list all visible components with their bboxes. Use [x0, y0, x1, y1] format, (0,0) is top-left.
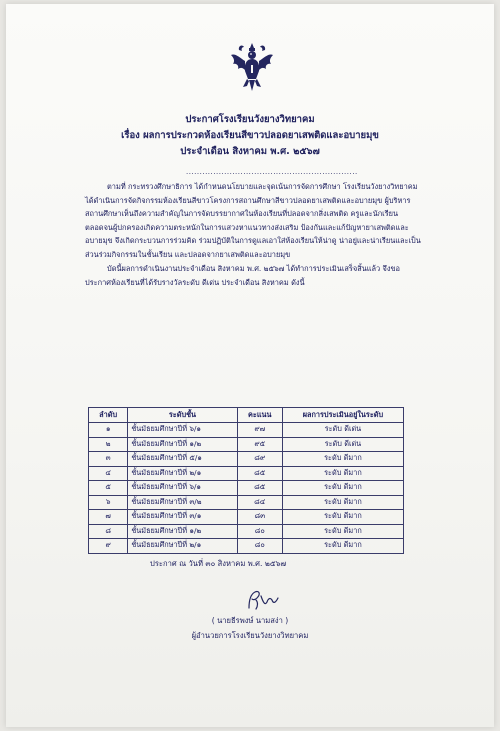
cell-order: ๗ [89, 510, 128, 525]
cell-score: ๙๕ [237, 437, 282, 452]
document-period: ประจำเดือน สิงหาคม พ.ศ. ๒๕๖๗ [180, 146, 320, 157]
cell-score: ๘๔ [237, 495, 282, 510]
cell-level: ชั้นมัธยมศึกษาปีที่ ๖/๑ [128, 481, 237, 496]
intro-line: อบายมุข จึงเกิดกระบวนการร่วมคิด ร่วมปฏิบัติในการดูแลเอาใส่ห้องเรียนให้น่าดู น่าอยู่และน่าเรียนและเป็น [85, 236, 421, 246]
cell-score: ๘๕ [237, 466, 282, 481]
intro-line: ส่วนร่วมกิจกรรมในชั้นเรียน และปลอดจากยาเสพติดและอบายมุข [85, 249, 291, 259]
cell-score: ๘๐ [237, 539, 282, 554]
intro-paragraph [85, 180, 425, 262]
announcement-date: ประกาศ ณ วันที่ ๓๐ สิงหาคม พ.ศ. ๒๕๖๗ [150, 559, 287, 568]
cell-level: ชั้นมัธยมศึกษาปีที่ ๓/๑ [128, 510, 237, 525]
table-row [89, 423, 404, 438]
cell-level: ชั้นมัธยมศึกษาปีที่ ๒/๑ [128, 466, 237, 481]
table-row [89, 539, 404, 554]
table-header-row [89, 408, 404, 423]
results-table [88, 407, 404, 554]
garuda-emblem-icon [229, 41, 275, 93]
table-row [89, 466, 404, 481]
cell-level: ชั้นมัธยมศึกษาปีที่ ๕/๑ [128, 452, 237, 467]
cell-result: ระดับ ดีมาก [282, 452, 403, 467]
cell-score: ๘๓ [237, 510, 282, 525]
table-row [89, 452, 404, 467]
cell-score: ๘๙ [237, 452, 282, 467]
result-line: บัดนี้ผลการดำเนินงานประจำเดือน สิงหาคม พ.ศ. ๒๕๖๗ ได้ทำการประเมินเสร็จสิ้นแล้ว จึงขอ [107, 264, 400, 273]
header-order: ลำดับ [89, 408, 128, 423]
document-title: ประกาศโรงเรียนวังยางวิทยาคม [185, 114, 315, 125]
cell-result: ระดับ ดีมาก [282, 510, 403, 525]
cell-score: ๘๐ [237, 524, 282, 539]
table-row [89, 481, 404, 496]
cell-result: ระดับ ดีมาก [282, 539, 403, 554]
intro-line: สถานศึกษาเห็นถึงความสำคัญในการจัดบรรยากาศในห้องเรียนที่ปลอดจากสิ่งเสพติด ครูและนักเรียน [85, 209, 399, 219]
cell-order: ๑ [89, 423, 128, 438]
table-row [89, 437, 404, 452]
cell-result: ระดับ ดีมาก [282, 466, 403, 481]
cell-order: ๘ [89, 524, 128, 539]
signer-name: ( นายธีรพงษ์ นามสง่า ) [211, 616, 289, 625]
table-row [89, 495, 404, 510]
cell-level: ชั้นมัธยมศึกษาปีที่ ๒/๑ [128, 539, 237, 554]
header-level: ระดับชั้น [128, 408, 237, 423]
cell-result: ระดับ ดีเด่น [282, 437, 403, 452]
cell-result: ระดับ ดีมาก [282, 481, 403, 496]
cell-result: ระดับ ดีเด่น [282, 423, 403, 438]
cell-order: ๕ [89, 481, 128, 496]
header-result: ผลการประเมินอยู่ในระดับ [282, 408, 403, 423]
table-row [89, 524, 404, 539]
cell-order: ๙ [89, 539, 128, 554]
cell-result: ระดับ ดีมาก [282, 524, 403, 539]
cell-level: ชั้นมัธยมศึกษาปีที่ ๑/๒ [128, 437, 237, 452]
intro-line: ตามที่ กระทรวงศึกษาธิการ ได้กำหนดนโยบายและจุดเน้นการจัดการศึกษา โรงเรียนวังยางวิทยาคม [107, 182, 418, 191]
table-row [89, 510, 404, 525]
cell-score: ๙๗ [237, 423, 282, 438]
cell-result: ระดับ ดีมาก [282, 495, 403, 510]
intro-line: ตลอดจนผู้ปกครองเกิดความตระหนักในการแสวงหาแนวทางส่งเสริม ป้องกันและแก้ปัญหายาเสพติดและ [85, 222, 409, 232]
title-separator: ............................................................... [186, 168, 358, 176]
cell-level: ชั้นมัธยมศึกษาปีที่ ๑/๒ [128, 524, 237, 539]
cell-level: ชั้นมัธยมศึกษาปีที่ ๖/๑ [128, 423, 237, 438]
cell-score: ๘๕ [237, 481, 282, 496]
intro-line: ได้ดำเนินการจัดกิจกรรมห้องเรียนสีขาวโครงการสถานศึกษาสีขาวปลอดยาเสพติดและอบายมุข ผู้บริหาร [85, 195, 411, 205]
result-paragraph [85, 262, 425, 289]
signer-position: ผู้อำนวยการโรงเรียนวังยางวิทยาคม [191, 631, 309, 640]
cell-order: ๖ [89, 495, 128, 510]
cell-order: ๓ [89, 452, 128, 467]
cell-order: ๔ [89, 466, 128, 481]
handwritten-signature [243, 588, 281, 614]
result-line: ประกาศห้องเรียนที่ได้รับรางวัลระดับ ดีเด่น ประจำเดือน สิงหาคม ดังนี้ [85, 277, 305, 287]
cell-order: ๒ [89, 437, 128, 452]
header-score: คะแนน [237, 408, 282, 423]
cell-level: ชั้นมัธยมศึกษาปีที่ ๓/๒ [128, 495, 237, 510]
document-subject: เรื่อง ผลการประกวดห้องเรียนสีขาวปลอดยาเสพติดและอบายมุข [121, 130, 379, 141]
